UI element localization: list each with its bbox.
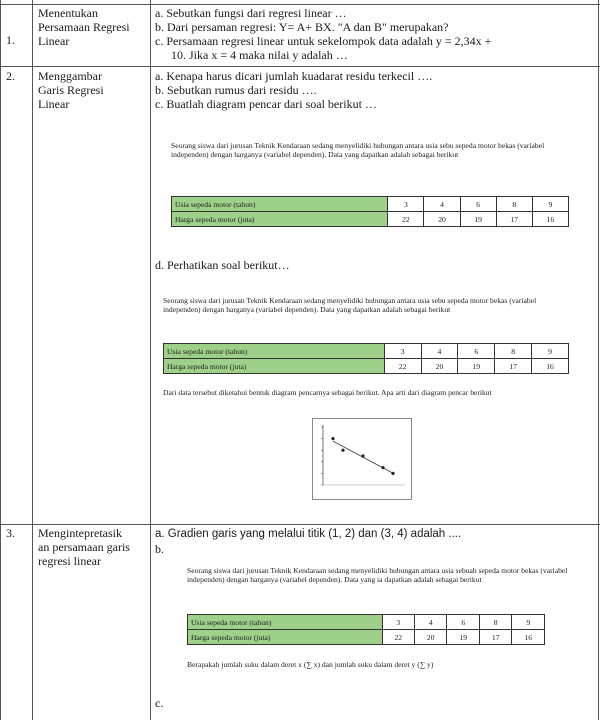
row-divider-2 [0,524,600,525]
table-row-label: Usia sepeda motor (tahun) [172,197,388,212]
row-number: 2. [6,69,15,83]
data-table [163,343,569,374]
table-row [188,615,545,630]
table-cell: 16 [512,630,545,645]
problem-context: Seorang siswa dari jurusan Teknik Kendaraan sedang menyelidiki hubungan antara usia sebu sepeda motor bekas (variabel independen) dengan harganya (variabel dependen). Data yang dapatkan adalah sebagai berikut [171,141,545,159]
problem-text: Dari data tersebut diketahui bentuk diagram pencarnya sebagai berikut. Apa arti dari diagram pencar berikut [163,388,492,397]
table-cell: 3 [384,344,421,359]
indicator-line: Linear [38,97,70,111]
indicator-line: Linear [38,34,70,48]
table-row-label: Usia sepeda motor (tahun) [164,344,385,359]
question-item: a. Kenapa harus dicari jumlah kuadarat residu terkecil …. [155,69,433,83]
data-point [341,449,344,452]
indicator-line: Mengintepretasik [38,526,122,540]
table-cell: 19 [447,630,479,645]
problem-context: Seorang siswa dari jurusan Teknik Kendaraan sedang menyelidiki hubungan antara usia sebuah sepeda motor bekas (variabel independen) dengan harganya (variabel dependen). Data yang ia dapatkan adalah sebagai berikut [187,566,568,584]
problem-context: Seorang siswa dari jurusan Teknik Kendaraan sedang menyelidiki hubungan antara usia sebu sepeda motor bekas (variabel independen) dengan harganya (variabel dependen). Data yang dapatkan adalah sebagai berikut [163,296,537,314]
table-row-label: Harga sepeda motor (juta) [172,212,388,227]
indicator-line: Menggambar [38,69,102,83]
table-cell: 8 [496,197,532,212]
table-row-label: Harga sepeda motor (juta) [188,630,383,645]
table-cell: 3 [382,615,414,630]
table-cell: 22 [384,359,421,374]
question-item: b. Sebutkan rumus dari residu …. [155,83,317,97]
table-row-label: Harga sepeda motor (juta) [164,359,385,374]
table-row [172,212,569,227]
table-cell: 19 [460,212,496,227]
indicator-line: an persamaan garis [38,540,130,554]
data-table [187,614,545,645]
table-cell: 4 [421,344,458,359]
table-row [164,359,569,374]
table-border-left [0,0,1,720]
table-cell: 17 [496,212,532,227]
scatter-chart [312,418,412,500]
data-point [391,472,394,475]
table-cell: 9 [532,344,569,359]
table-cell: 19 [458,359,495,374]
data-point [361,454,364,457]
question-item: b. Dari persaman regresi: Y= A+ BX. "A dan B" merupakan? [155,20,449,34]
table-cell: 20 [424,212,460,227]
table-cell: 9 [532,197,568,212]
table-cell: 22 [388,212,424,227]
row-divider-1 [0,66,600,67]
table-cell: 6 [458,344,495,359]
data-point [331,437,334,440]
problem-text: Berapakah jumlah suku dalam deret x (∑ x) dan jumlah suku dalam deret y (∑ y) [187,660,434,669]
table-cell: 20 [421,359,458,374]
question-item: d. Perhatikan soal berikut… [155,258,290,272]
column-divider-no [32,0,33,720]
row-number: 3. [6,526,15,540]
question-item: a. Gradien garis yang melalui titik (1, 2) dan (3, 4) adalah .... [155,528,462,540]
indicator-line: Menentukan [38,6,98,20]
question-item: c. [155,696,164,710]
table-cell: 20 [414,630,446,645]
indicator-line: regresi linear [38,554,101,568]
data-point [381,466,384,469]
table-row-label: Usia sepeda motor (tahun) [188,615,383,630]
table-cell: 16 [532,212,568,227]
table-row [188,630,545,645]
question-item: c. Persamaan regresi linear untuk sekelompok data adalah y = 2,34x + [155,34,492,48]
question-item: c. Buatlah diagram pencar dari soal berikut … [155,97,377,111]
table-row [172,197,569,212]
scatter-plot [313,419,411,499]
table-cell: 9 [512,615,545,630]
table-cell: 6 [447,615,479,630]
row-divider-top [0,4,600,5]
question-item: a. Sebutkan fungsi dari regresi linear … [155,6,347,20]
table-cell: 22 [382,630,414,645]
column-divider-indicator [150,0,151,720]
table-cell: 17 [495,359,532,374]
table-cell: 8 [495,344,532,359]
table-cell: 4 [424,197,460,212]
row-number: 1. [6,33,15,47]
indicator-line: Garis Regresi [38,83,104,97]
table-row [164,344,569,359]
question-item: 10. Jika x = 4 maka nilai y adalah … [171,48,348,62]
table-cell: 17 [479,630,511,645]
table-cell: 8 [479,615,511,630]
table-cell: 4 [414,615,446,630]
data-table [171,196,569,227]
table-border-right [598,0,599,720]
table-cell: 3 [388,197,424,212]
indicator-line: Persamaan Regresi [38,20,130,34]
table-cell: 6 [460,197,496,212]
table-cell: 16 [532,359,569,374]
question-item: b. [155,542,164,556]
